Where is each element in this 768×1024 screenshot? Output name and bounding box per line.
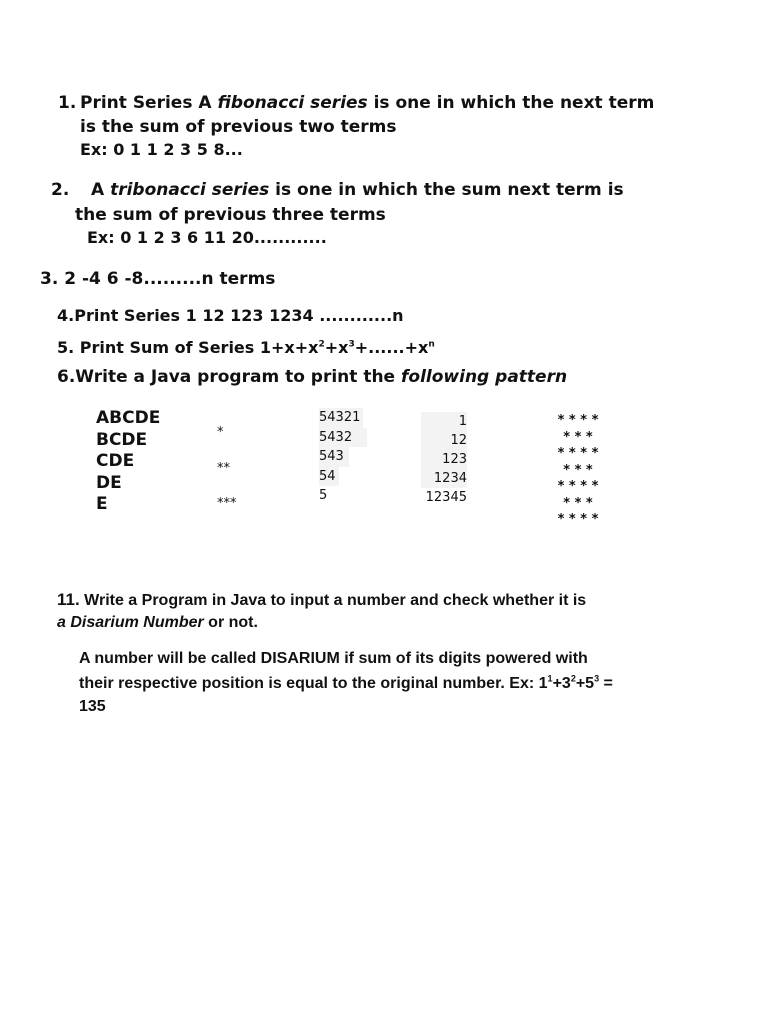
q3-text: 3. 2 -4 6 -8.........n terms xyxy=(40,269,276,289)
pattern-stars-row: * xyxy=(217,425,224,440)
q2-term: tribonacci series xyxy=(110,180,270,200)
pattern-descending-row: 54 xyxy=(319,467,339,487)
pattern-letters-row: E xyxy=(96,494,108,514)
pattern-descending-row: 5 xyxy=(319,488,328,503)
q5-sup2: 3 xyxy=(348,339,355,350)
q11-desc-line1: A number will be called DISARIUM if sum of its digits powered with xyxy=(79,650,588,667)
pattern-letters xyxy=(96,408,160,516)
pattern-stars-row: ** xyxy=(217,461,230,476)
pattern-ascending-row: 12 xyxy=(421,431,467,450)
q1-number: 1. xyxy=(58,93,77,113)
q11-desc-text: their respective position is equal to the original number. Ex: 1 xyxy=(79,675,548,692)
q11-line1-text: Write a Program in Java to input a number and check whether it is xyxy=(79,592,587,609)
pattern-descending-row: 543 xyxy=(319,447,349,467)
pattern-descending xyxy=(319,408,367,506)
q2-example: Ex: 0 1 2 3 6 11 20............ xyxy=(87,228,327,247)
pattern-ascending-row: 12345 xyxy=(425,490,467,505)
pattern-letters-row: DE xyxy=(96,472,122,493)
q11-desc-line3: 135 xyxy=(79,698,106,715)
pattern-star-row: * * * * xyxy=(557,413,599,428)
pattern-star-row: * * * xyxy=(563,462,593,478)
pattern-ascending-row: 1234 xyxy=(421,469,467,488)
q5-sup1: 2 xyxy=(318,339,325,350)
pattern-letters-row: CDE xyxy=(96,451,135,471)
q2-line1 xyxy=(91,180,624,200)
pattern-star-row: * * * xyxy=(563,495,593,511)
q1-text-a: Print Series A xyxy=(80,93,218,113)
pattern-ascending xyxy=(421,412,467,507)
q1-term: fibonacci series xyxy=(217,93,368,113)
q6-text xyxy=(57,367,567,387)
pattern-letters-row: BCDE xyxy=(96,429,148,450)
q11-desc-line2 xyxy=(79,675,613,693)
q11-sup-a: 1 xyxy=(547,673,553,684)
pattern-star-row: * * * * xyxy=(557,446,599,461)
q6-italic: following pattern xyxy=(401,367,568,387)
pattern-descending-row: 5432 xyxy=(319,428,367,448)
q11-sup-b: 2 xyxy=(570,673,576,684)
q2-text-a: A xyxy=(91,180,111,200)
pattern-ascending-row: 123 xyxy=(421,450,467,469)
pattern-descending-row: 54321 xyxy=(319,408,363,428)
pattern-letters-row: ABCDE xyxy=(96,408,161,428)
q1-text-b: is one in which the next term xyxy=(367,93,655,113)
q11-line1 xyxy=(57,590,586,610)
q5-text xyxy=(57,338,435,357)
q5-mid1: +x xyxy=(324,338,349,357)
q2-number: 2. xyxy=(51,180,70,200)
pattern-star-row: * * * xyxy=(563,429,593,445)
pattern-star-rows xyxy=(548,413,608,529)
q11-line2-rest: or not. xyxy=(203,614,258,631)
q1-line1 xyxy=(80,93,654,113)
pattern-star-row: * * * * xyxy=(557,479,599,494)
pattern-stars-row: *** xyxy=(217,496,237,511)
q11-eq: = xyxy=(599,675,613,692)
q2-text-b: is one in which the sum next term is xyxy=(269,180,624,200)
q1-example: Ex: 0 1 1 2 3 5 8... xyxy=(80,140,243,159)
q11-plus5: +5 xyxy=(575,675,595,692)
q5-mid2: +......+x xyxy=(354,338,429,357)
q11-sup-c: 3 xyxy=(594,673,600,684)
q4-text: 4.Print Series 1 12 123 1234 ............n xyxy=(57,306,404,325)
q5-prefix: 5. Print Sum of Series 1+x+x xyxy=(57,338,319,357)
q2-line2: the sum of previous three terms xyxy=(75,205,386,225)
q11-line2 xyxy=(57,614,258,632)
pattern-star-row: * * * * xyxy=(557,512,599,527)
q6-prefix: 6.Write a Java program to print the xyxy=(57,367,402,387)
q11-plus3: +3 xyxy=(552,675,571,692)
pattern-ascending-row: 1 xyxy=(421,412,467,431)
q5-sup3: n xyxy=(428,339,435,350)
q11-term: a Disarium Number xyxy=(57,614,204,631)
q1-line2: is the sum of previous two terms xyxy=(80,117,397,137)
q11-number: 11. xyxy=(57,590,80,609)
